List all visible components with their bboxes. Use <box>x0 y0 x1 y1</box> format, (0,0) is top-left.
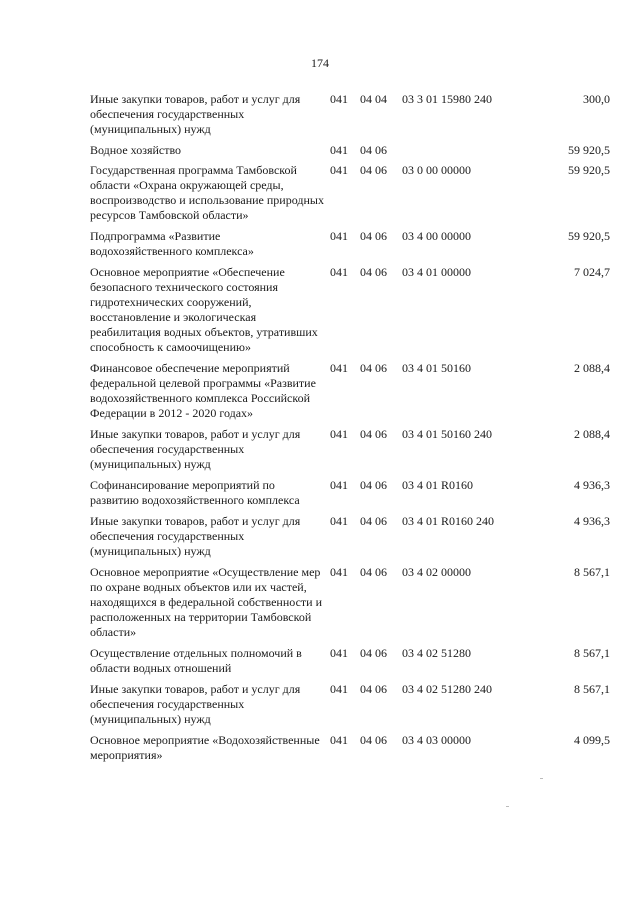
row-section-code: 04 06 <box>360 682 387 696</box>
row-section-code: 04 06 <box>360 565 387 579</box>
row-target-code: 03 4 02 51280 <box>402 646 471 660</box>
row-gr-code: 041 <box>330 733 348 747</box>
row-name: Водное хозяйство <box>90 143 182 157</box>
row-amount: 2 088,4 <box>574 361 610 375</box>
row-gr-code: 041 <box>330 682 348 696</box>
row-target-code: 03 4 01 50160 240 <box>402 427 492 441</box>
row-name: Финансовое обеспечение мероприятий федеральной целевой программы «Развитие водохозяйственного комплекса Российской Федерации в 2012 - 2020 годах» <box>90 361 316 420</box>
row-amount: 8 567,1 <box>574 682 610 696</box>
row-target-code: 03 4 02 51280 240 <box>402 682 492 696</box>
row-section-code: 04 06 <box>360 163 387 177</box>
row-name: Государственная программа Тамбовской области «Охрана окружающей среды, воспроизводство и использование природных ресурсов Тамбовской области» <box>90 163 324 222</box>
row-section-code: 04 06 <box>360 427 387 441</box>
row-amount: 300,0 <box>583 92 610 106</box>
row-target-code <box>402 143 562 158</box>
row-gr-code: 041 <box>330 478 348 492</box>
row-section-code: 04 06 <box>360 143 387 157</box>
table-row <box>90 143 610 158</box>
row-gr-code: 041 <box>330 265 348 279</box>
row-section-code: 04 06 <box>360 514 387 528</box>
page-number: 174 <box>311 56 329 70</box>
table-row <box>90 229 610 259</box>
table-row <box>90 565 610 640</box>
row-name: Основное мероприятие «Обеспечение безопасного технического состояния гидротехнических сооружений, восстановление и экологическая реабилитация водных объектов, утративших способность к самоочищению» <box>90 265 318 354</box>
row-amount: 59 920,5 <box>568 163 610 177</box>
row-amount: 4 099,5 <box>574 733 610 747</box>
row-section-code: 04 06 <box>360 265 387 279</box>
row-section-code: 04 04 <box>360 92 387 106</box>
row-gr-code: 041 <box>330 229 348 243</box>
row-gr-code: 041 <box>330 646 348 660</box>
row-name: Иные закупки товаров, работ и услуг для обеспечения государственных (муниципальных) нужд <box>90 514 301 558</box>
row-section-code: 04 06 <box>360 361 387 375</box>
row-gr-code: 041 <box>330 143 348 157</box>
row-amount: 8 567,1 <box>574 646 610 660</box>
row-name: Основное мероприятие «Водохозяйственные мероприятия» <box>90 733 320 762</box>
row-name: Иные закупки товаров, работ и услуг для обеспечения государственных (муниципальных) нужд <box>90 427 301 471</box>
row-name: Софинансирование мероприятий по развитию водохозяйственного комплекса <box>90 478 300 507</box>
row-name: Подпрограмма «Развитие водохозяйственного комплекса» <box>90 229 254 258</box>
row-amount: 7 024,7 <box>574 265 610 279</box>
row-section-code: 04 06 <box>360 229 387 243</box>
row-target-code: 03 4 01 50160 <box>402 361 471 375</box>
budget-table <box>90 92 610 769</box>
row-target-code: 03 3 01 15980 240 <box>402 92 492 106</box>
row-gr-code: 041 <box>330 565 348 579</box>
row-amount: 4 936,3 <box>574 514 610 528</box>
row-amount: 2 088,4 <box>574 427 610 441</box>
row-section-code: 04 06 <box>360 646 387 660</box>
row-gr-code: 041 <box>330 163 348 177</box>
scan-speck <box>506 806 509 807</box>
table-row <box>90 163 610 223</box>
table-row <box>90 361 610 421</box>
row-target-code: 03 4 03 00000 <box>402 733 471 747</box>
row-name: Основное мероприятие «Осуществление мер по охране водных объектов или их частей, находящихся в федеральной собственности и расположенных на территории Тамбовской области» <box>90 565 322 639</box>
row-amount: 59 920,5 <box>568 229 610 243</box>
scan-speck <box>540 778 543 779</box>
row-name: Иные закупки товаров, работ и услуг для обеспечения государственных (муниципальных) нужд <box>90 682 301 726</box>
row-target-code: 03 0 00 00000 <box>402 163 471 177</box>
row-gr-code: 041 <box>330 514 348 528</box>
table-row <box>90 682 610 727</box>
row-target-code: 03 4 01 R0160 <box>402 478 474 492</box>
table-row <box>90 733 610 763</box>
row-amount: 4 936,3 <box>574 478 610 492</box>
row-name: Иные закупки товаров, работ и услуг для обеспечения государственных (муниципальных) нужд <box>90 92 301 136</box>
row-section-code: 04 06 <box>360 478 387 492</box>
row-amount: 8 567,1 <box>574 565 610 579</box>
row-amount: 59 920,5 <box>568 143 610 157</box>
table-row <box>90 427 610 472</box>
row-target-code: 03 4 01 R0160 240 <box>402 514 495 528</box>
row-gr-code: 041 <box>330 361 348 375</box>
table-row <box>90 514 610 559</box>
table-row <box>90 646 610 676</box>
table-row <box>90 478 610 508</box>
row-name: Осуществление отдельных полномочий в области водных отношений <box>90 646 302 675</box>
row-gr-code: 041 <box>330 427 348 441</box>
table-row <box>90 92 610 137</box>
row-target-code: 03 4 00 00000 <box>402 229 471 243</box>
row-gr-code: 041 <box>330 92 348 106</box>
table-row <box>90 265 610 355</box>
row-target-code: 03 4 01 00000 <box>402 265 471 279</box>
row-section-code: 04 06 <box>360 733 387 747</box>
row-target-code: 03 4 02 00000 <box>402 565 471 579</box>
